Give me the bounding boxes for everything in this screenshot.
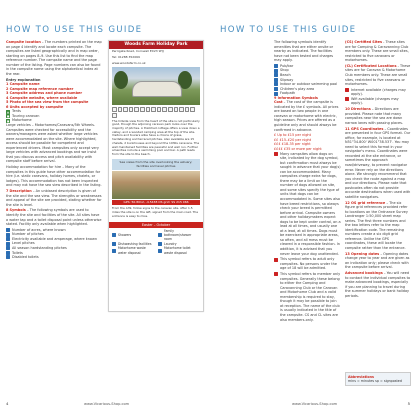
cost-label: Cost: [274, 100, 283, 105]
cost-paragraph: [274, 100, 341, 132]
campsite-photo: [112, 171, 200, 199]
os-text: – The six figure grid references provided refer to locations on the Ordnance Survey Landranger 1:50,000 sheet map series. The first three numbers and the two letters refer to the map identification code. The remaining numbers create a six digit grid reference. Unlike the GPS coordinates, these will locate the campsite rather than the entrance.: [345, 200, 408, 250]
amenity-label: Slipway: [280, 77, 294, 82]
amenity-label: Children's play area: [280, 86, 315, 91]
key-label: Laundry: [164, 241, 177, 246]
campsite-directions: From the A39, follow signs to the caravan site. After 1.5 miles the site is on the left, signed from the main road. The entrance is easy to miss.: [112, 206, 199, 218]
certified-sites-paragraph: [345, 40, 411, 63]
facility-icon: [112, 107, 117, 112]
key-row: [158, 242, 200, 246]
facility-label: Number of pitches: [12, 232, 44, 237]
campsite-gps: GPS: 50.8012, -4.5438 OS grid: SS 215 066: [112, 200, 200, 206]
adults-only-icon: [274, 258, 278, 262]
facility-label: Disabled toilets: [12, 255, 39, 260]
toilet-disposal-icon: [158, 249, 162, 253]
campsite-highlight-band: Sea views from the site overlooking the estuary; facilities and level pitches: [112, 159, 200, 170]
facility-icon: [134, 107, 139, 112]
os-label: 12 OS grid reference: [345, 200, 386, 205]
entry-item-5: 5 Photo of the sea view from the campsite: [6, 100, 89, 105]
adults-only-paragraph: [274, 257, 341, 271]
facility-icon: [174, 107, 179, 112]
campsite-description: The hillside view from the heart of the site is not particularly good, though the adjoining caravan park looks over the majority of pitches. A thatched cottage offers a view down a valley, and a wooded camping area at the top of the site. Visitors and tourers alike have a choice of grass, hardstanding and terraced pitches. Also available are 15 chalets, 2 bunkhouses and beyond the 1930s caravans. The well maintained facilities are peaceful and well run. Further amenities include a swimming pool and bar. A path leads from the site to the beach.: [112, 118, 200, 156]
abbreviations-text: mins = minutes sp = signposted: [348, 378, 402, 383]
campsite-opening-dates: Easter – October: [109, 222, 203, 228]
electric-icon: [6, 237, 10, 241]
motorhome-waste-icon: [112, 249, 116, 253]
facility-icon: [190, 107, 195, 112]
description-num: 7: [6, 189, 9, 194]
disabled-toilet-icon: [6, 255, 10, 259]
sea-view-photo: [112, 67, 200, 105]
dog-icon: [274, 152, 278, 156]
key-row: [112, 242, 154, 246]
wifi-icon: [345, 97, 349, 101]
card-facility-icons: [109, 106, 203, 118]
play-area-icon: [274, 87, 278, 91]
gps-paragraph: [345, 127, 411, 200]
dogs-paragraph: [274, 152, 341, 257]
description-paragraph: [6, 189, 102, 207]
facility-icon: [179, 107, 184, 112]
key-label: Family bathroom/shower room: [164, 228, 192, 241]
wifi-row: [345, 97, 411, 106]
key-label: Motorhome waste water disposal: [118, 246, 146, 255]
certified-text: - These sites are for Camping & Caravanning Club members only. These are small sites, restricted to five caravans or motorhomes.: [345, 40, 409, 63]
right-column: [345, 40, 411, 300]
symbols-num: 8: [6, 208, 9, 213]
unit-symbol-label: Motorhome: [12, 118, 32, 123]
page-heading: HOW TO USE THIS GUIDE: [220, 25, 357, 35]
internet-text: Internet available (charges may apply).: [351, 87, 406, 97]
abbreviations-box: [345, 372, 411, 386]
gps-label: 11 GPS Coordinates: [345, 126, 384, 131]
advanced-text: – You will need to contact the individual campsites to make advanced bookings, especially if you are planning to travel during the summer holidays or bank holiday periods.: [345, 271, 411, 298]
symbols-paragraph: [6, 208, 102, 226]
footpath-icon: [274, 92, 278, 96]
page-number: 5: [407, 401, 410, 406]
advanced-label: Advanced bookings: [345, 271, 383, 276]
amenity-label: Footpath: [280, 91, 296, 96]
entry-item-2: 2 Campsite map reference number: [6, 86, 74, 91]
campsite-phone: Tel: 01288 352069: [112, 54, 140, 59]
facility-label: Number of acres, where known: [12, 227, 66, 232]
wifi-text: Wifi available (charges may apply).: [351, 96, 399, 106]
left-column: [6, 40, 102, 260]
amenity-label: Shop: [280, 68, 289, 73]
cl-text: - These sites are for Caravan & Motorhome Club members only. These are small sites, restricted to five caravans or motorhomes.: [345, 63, 411, 87]
facility-symbol-row: [6, 255, 102, 260]
amenity-label: Indoor or outdoor swimming pool: [280, 82, 338, 87]
facility-label: All season hardstanding pitches: [12, 246, 67, 250]
directions-text: – Directions are provided. Please note that many campsites near the sea are down narrow lanes with passing places.: [345, 107, 404, 125]
certificated-locations-paragraph: [345, 64, 411, 87]
symbols-label: Symbols: [9, 208, 26, 213]
pool-icon: [274, 82, 278, 86]
page-heading: HOW TO USE THIS GUIDE: [6, 25, 143, 35]
family-bathroom-icon: [158, 233, 162, 237]
cl-label: (CL) Certificated Locations: [345, 63, 397, 68]
page-footer: www.Vicarious-Shop.com: [292, 402, 338, 406]
facility-label: Electricity available and amperage, where known: [12, 236, 98, 241]
card-symbol-key: [109, 228, 203, 256]
facility-icon: [112, 113, 117, 118]
unit-symbol-label: Touring caravan: [12, 113, 40, 118]
tree-shape: [114, 71, 128, 89]
key-row: [112, 229, 154, 242]
facility-icon: [118, 107, 123, 112]
cost-text: – The cost of the campsite is indicated by the £ symbols. All prices are based on two people in one caravan or motorhome with electric, high season. Prices are offered as a guideline only and should always be confirmed in advance.: [274, 100, 339, 132]
opening-dates-paragraph: [345, 252, 411, 270]
entry-explanation-title: Entry explanation: [6, 77, 41, 82]
dogs-text: Many campsites allow dogs on site, indicated by the dog symbol, but confirmation must always be sought in advance that your dog(s) can be accommodated. Many campsites charge extra for dogs, there may be a limit on the number of dogs allowed on site, and some sites specify the type of units that dogs can be accommodated in. Some sites also have breed restrictions, so always check your breed is permitted before arrival. Campsite owners and other holidaymakers expect dogs to be kept under control, on a lead at all times, and usually one at a lead, at all times. Dogs must be exercised in appropriate areas, so often, and all mess must be cleared in a responsible fashion. In addition, it is advised that you never leave your dog unattended.: [280, 151, 341, 256]
entry-item-3: 3 Campsite address and phone number: [6, 91, 83, 96]
campsite-address: Perrigate Road, Cornwall EX23 9HJ: [112, 49, 164, 53]
level-icon: [6, 242, 10, 246]
facility-icon: [123, 107, 128, 112]
hardstanding-icon: [6, 246, 10, 250]
internet-row: [345, 88, 411, 97]
slipway-icon: [274, 78, 278, 82]
motorhome-icon: ■: [7, 119, 10, 123]
campsite-location-text: – The numbers printed on the map on page 4 identify and locate each campsite. The campsites are listed geographically and in map order, starting on pages 8–9. Use this list to find the map reference number. The campsite name and the page number of the listing. Page numbers can also be found in the campsite name using the alphabetical index at the rear.: [6, 40, 102, 76]
cost-band: £££ £18-35 per night: [274, 142, 311, 147]
cost-band: ££ £15–£20 per night: [274, 137, 312, 142]
facility-icon: [157, 107, 162, 112]
cost-band: £ Up to £15 per night: [274, 133, 311, 138]
facility-icon: [140, 107, 145, 112]
members-only-icon: [274, 272, 278, 276]
holiday-accommodation-paragraph: Holiday accommodation for hire – Many of the campsites in this guide have other accommodation for hire (i.e. static caravans, holiday homes, chalets, or lodges). This accommodation has not been inspected and may not have the sea view described in the listing.: [6, 165, 102, 188]
shop-icon: [274, 69, 278, 73]
key-row: [158, 229, 200, 242]
entry-item-4: 4 Campsite website, where available: [6, 95, 78, 100]
pub-icon: [274, 64, 278, 68]
entry-item-1: 1 Campsite name: [6, 82, 40, 87]
directions-label: 10 Directions: [345, 107, 371, 112]
facility-label: Level pitches: [12, 241, 35, 246]
facility-icon: [185, 107, 190, 112]
facility-icon: [146, 107, 151, 112]
pitches-number-icon: [6, 233, 10, 237]
unit-symbol-label: Tents: [12, 109, 21, 114]
information-symbols-title: 9 Information Symbols: [274, 95, 318, 100]
facility-icon: [168, 107, 173, 112]
abbreviations-title: Abbreviations: [348, 374, 374, 379]
certified-label: (CS) Certified Sites: [345, 40, 382, 44]
adults-only-text: This symbol refers to adult only campsites. No persons under the age of 18 will be admitted.: [280, 257, 337, 271]
cost-band: ££££ £35 or more per night: [274, 146, 322, 151]
gps-text: – Coordinates are presented in four GPS format. Our office, for example, is located at N51°34.800' W001°38.537'. You may need to select this format in your navigator's menu. Coordinates were recorded at the site entrance, or sometimes the approach road/driveway, to prevent navigator error. Never rely on the directions alone. We strongly recommend that you check the route against a map and our directions. Please note that postcodes often do not provide accurate destinations when used with satellite navigators.: [345, 126, 411, 199]
internet-icon: [345, 88, 349, 92]
caravan-icon: ■: [7, 115, 10, 119]
campsite-website: www.woodsfarm.co.uk: [112, 60, 146, 65]
campsite-name: Woods Farm Holiday Park: [109, 41, 203, 49]
key-label: Dishwashing facilities: [118, 241, 152, 246]
facility-icon: [129, 107, 134, 112]
dishwashing-icon: [112, 242, 116, 246]
right-middle-column: [274, 40, 341, 323]
key-label: Motorhome toilet waste disposal: [164, 246, 191, 255]
members-only-paragraph: [274, 272, 341, 322]
page-footer: www.Vicarious-Shop.com: [84, 402, 130, 406]
symbols-text: – The following symbols are used to identify the site and facilities of the site. All sites have a water tap and a toilet disposal point unless otherwise stated. Facility only available when highlighted.: [6, 208, 102, 227]
entry-item-6: 6 Units accepted by campsite: [6, 104, 64, 109]
facility-icon: [151, 107, 156, 112]
beach-icon: [274, 73, 278, 77]
key-row: [158, 246, 200, 254]
tent-shape: [132, 81, 182, 97]
pitches-icon: [6, 228, 10, 232]
amenity-label: Beach: [280, 73, 291, 78]
opening-label: 13 Opening dates: [345, 251, 380, 256]
key-row: [112, 246, 154, 254]
directions-paragraph: [345, 107, 411, 125]
laundry-icon: [158, 242, 162, 246]
members-only-text: This symbol refers to member only campsites. Generally these belong to either the Camping and Caravanning Club or the Caravan and Motorhome Club and a valid membership is required to stay, though it may be possible to join at reception. The name of the club is usually indicated in the title of the campsite. CS and CL sites are also members-only.: [280, 272, 341, 322]
opening-text: – Opening dates change year to year and are given as an indication only; please check with the campsite before arrival.: [345, 251, 410, 270]
advanced-bookings-paragraph: [345, 271, 411, 298]
large-vehicles-paragraph: Large vehicles – Motorhomes/Caravans/5th Wheels. Campsites were checked for accessibility and the owners/managers were asked whether large vehicles were accommodated on the site. Where highlighted, access should be possible for competent and experienced drivers. Most campsites only accept very large vehicles with advanced bookings and we insist that you discuss access and pitch availability with campsite staff before arrival.: [6, 123, 99, 164]
facility-label: Toilets: [12, 250, 23, 255]
facility-icon: [162, 107, 167, 112]
amenities-intro: The following symbols identify amenities that are either onsite or nearby as indicated. The facilities have not been tested and charges may apply.: [274, 40, 334, 63]
page-number: 4: [6, 401, 9, 406]
os-grid-paragraph: [345, 201, 411, 251]
description-text: – An unbiased description is given of the site and the sea view. The strengths or weaknesses and appeal of the site are provided, stating whether for the site is level.: [6, 189, 102, 207]
shower-icon: [112, 233, 116, 237]
toilets-icon: [6, 251, 10, 255]
campsite-location-label: Campsite location: [6, 40, 41, 44]
tent-icon: ▲: [7, 110, 9, 114]
amenity-label: Pub/bar: [280, 63, 294, 68]
campsite-location-paragraph: [6, 40, 102, 76]
description-label: Description: [9, 189, 32, 194]
sample-campsite-entry: [108, 40, 204, 312]
right-page: [208, 0, 416, 416]
key-label: Showers: [118, 232, 132, 237]
